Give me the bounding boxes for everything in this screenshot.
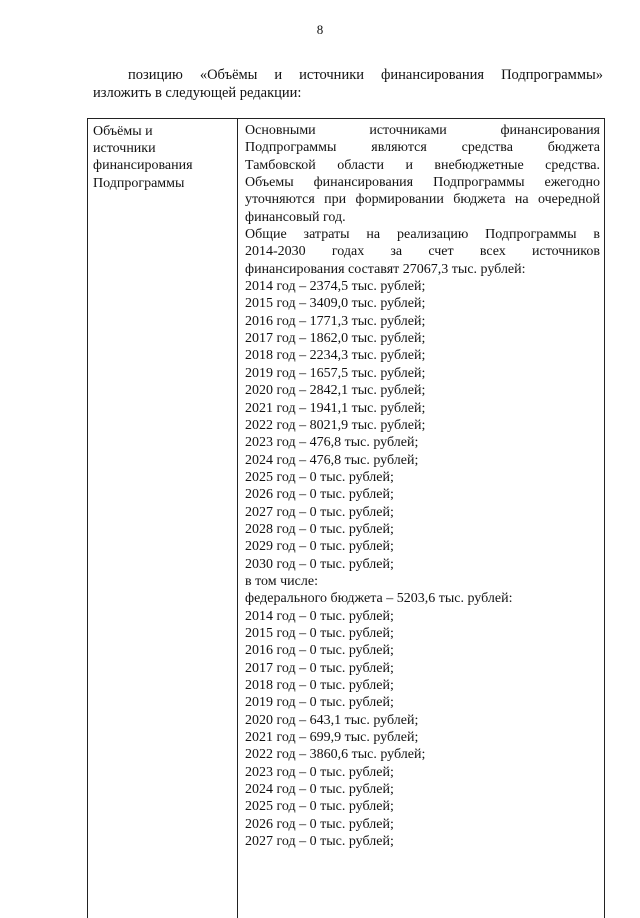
text-line: финансирования составят 27067,3 тыс. рублей: (245, 261, 526, 277)
row-label-cell (88, 119, 238, 918)
total-year-item: 2018 год – 2234,3 тыс. рублей; (245, 348, 426, 364)
row-label-line: Подпрограммы (93, 175, 185, 191)
total-year-item: 2030 год – 0 тыс. рублей; (245, 556, 394, 572)
row-label-line: Объёмы и (93, 124, 153, 139)
row-label-line: финансирования (93, 158, 193, 174)
total-year-item: 2022 год – 8021,9 тыс. рублей; (245, 417, 426, 433)
total-year-item: 2028 год – 0 тыс. рублей; (245, 521, 394, 537)
funding-table (87, 118, 605, 918)
total-year-item: 2017 год – 1862,0 тыс. рублей; (245, 331, 426, 347)
text-line: Общие затраты на реализацию Подпрограммы в (245, 227, 600, 243)
total-year-item: 2023 год – 476,8 тыс. рублей; (245, 435, 419, 451)
total-year-item: 2016 год – 1771,3 тыс. рублей; (245, 313, 426, 329)
text-line: Основными источниками финансирования (245, 123, 600, 138)
total-year-item: 2021 год – 1941,1 тыс. рублей; (245, 400, 426, 416)
federal-year-item: 2021 год – 699,9 тыс. рублей; (245, 730, 419, 746)
total-year-item: 2027 год – 0 тыс. рублей; (245, 504, 394, 520)
federal-year-item: 2024 год – 0 тыс. рублей; (245, 782, 394, 798)
total-year-item: 2020 год – 2842,1 тыс. рублей; (245, 383, 426, 399)
federal-year-item: 2025 год – 0 тыс. рублей; (245, 799, 394, 815)
total-year-item: 2014 год – 2374,5 тыс. рублей; (245, 279, 426, 295)
federal-year-item: 2020 год – 643,1 тыс. рублей; (245, 712, 419, 728)
total-year-item: 2025 год – 0 тыс. рублей; (245, 469, 394, 485)
federal-year-item: 2022 год – 3860,6 тыс. рублей; (245, 747, 426, 763)
total-year-item: 2026 год – 0 тыс. рублей; (245, 487, 394, 503)
text-line: Объемы финансирования Подпрограммы ежегодно (245, 175, 600, 191)
federal-year-item: 2015 год – 0 тыс. рублей; (245, 625, 394, 641)
total-year-item: 2024 год – 476,8 тыс. рублей; (245, 452, 419, 468)
text-line: финансовый год. (245, 209, 346, 225)
including-label: в том числе: (245, 573, 318, 589)
federal-year-item: 2016 год – 0 тыс. рублей; (245, 643, 394, 659)
federal-year-item: 2026 год – 0 тыс. рублей; (245, 816, 394, 832)
text-line: Тамбовской области и внебюджетные средства. (245, 157, 600, 173)
page-number: 8 (316, 22, 324, 37)
federal-year-item: 2017 год – 0 тыс. рублей; (245, 660, 394, 676)
total-year-item: 2019 год – 1657,5 тыс. рублей; (245, 365, 426, 381)
total-year-item: 2015 год – 3409,0 тыс. рублей; (245, 296, 426, 312)
federal-total: федерального бюджета – 5203,6 тыс. рублей: (245, 591, 513, 607)
text-line: 2014-2030 годах за счет всех источников (245, 244, 600, 260)
federal-year-item: 2023 год – 0 тыс. рублей; (245, 764, 394, 780)
intro-line-2: изложить в следующей редакции: (93, 85, 302, 101)
row-label-line: источники (93, 141, 156, 157)
federal-year-item: 2027 год – 0 тыс. рублей; (245, 834, 394, 850)
intro-line-1: позицию «Объёмы и источники финансирования Подпрограммы» (128, 67, 603, 83)
text-line: уточняются при формировании бюджета на очередной (245, 192, 600, 208)
federal-year-item: 2014 год – 0 тыс. рублей; (245, 608, 394, 624)
total-year-item: 2029 год – 0 тыс. рублей; (245, 539, 394, 555)
text-line: Подпрограммы являются средства бюджета (245, 140, 600, 156)
federal-year-item: 2019 год – 0 тыс. рублей; (245, 695, 394, 711)
row-content-cell (239, 119, 604, 918)
federal-year-item: 2018 год – 0 тыс. рублей; (245, 678, 394, 693)
